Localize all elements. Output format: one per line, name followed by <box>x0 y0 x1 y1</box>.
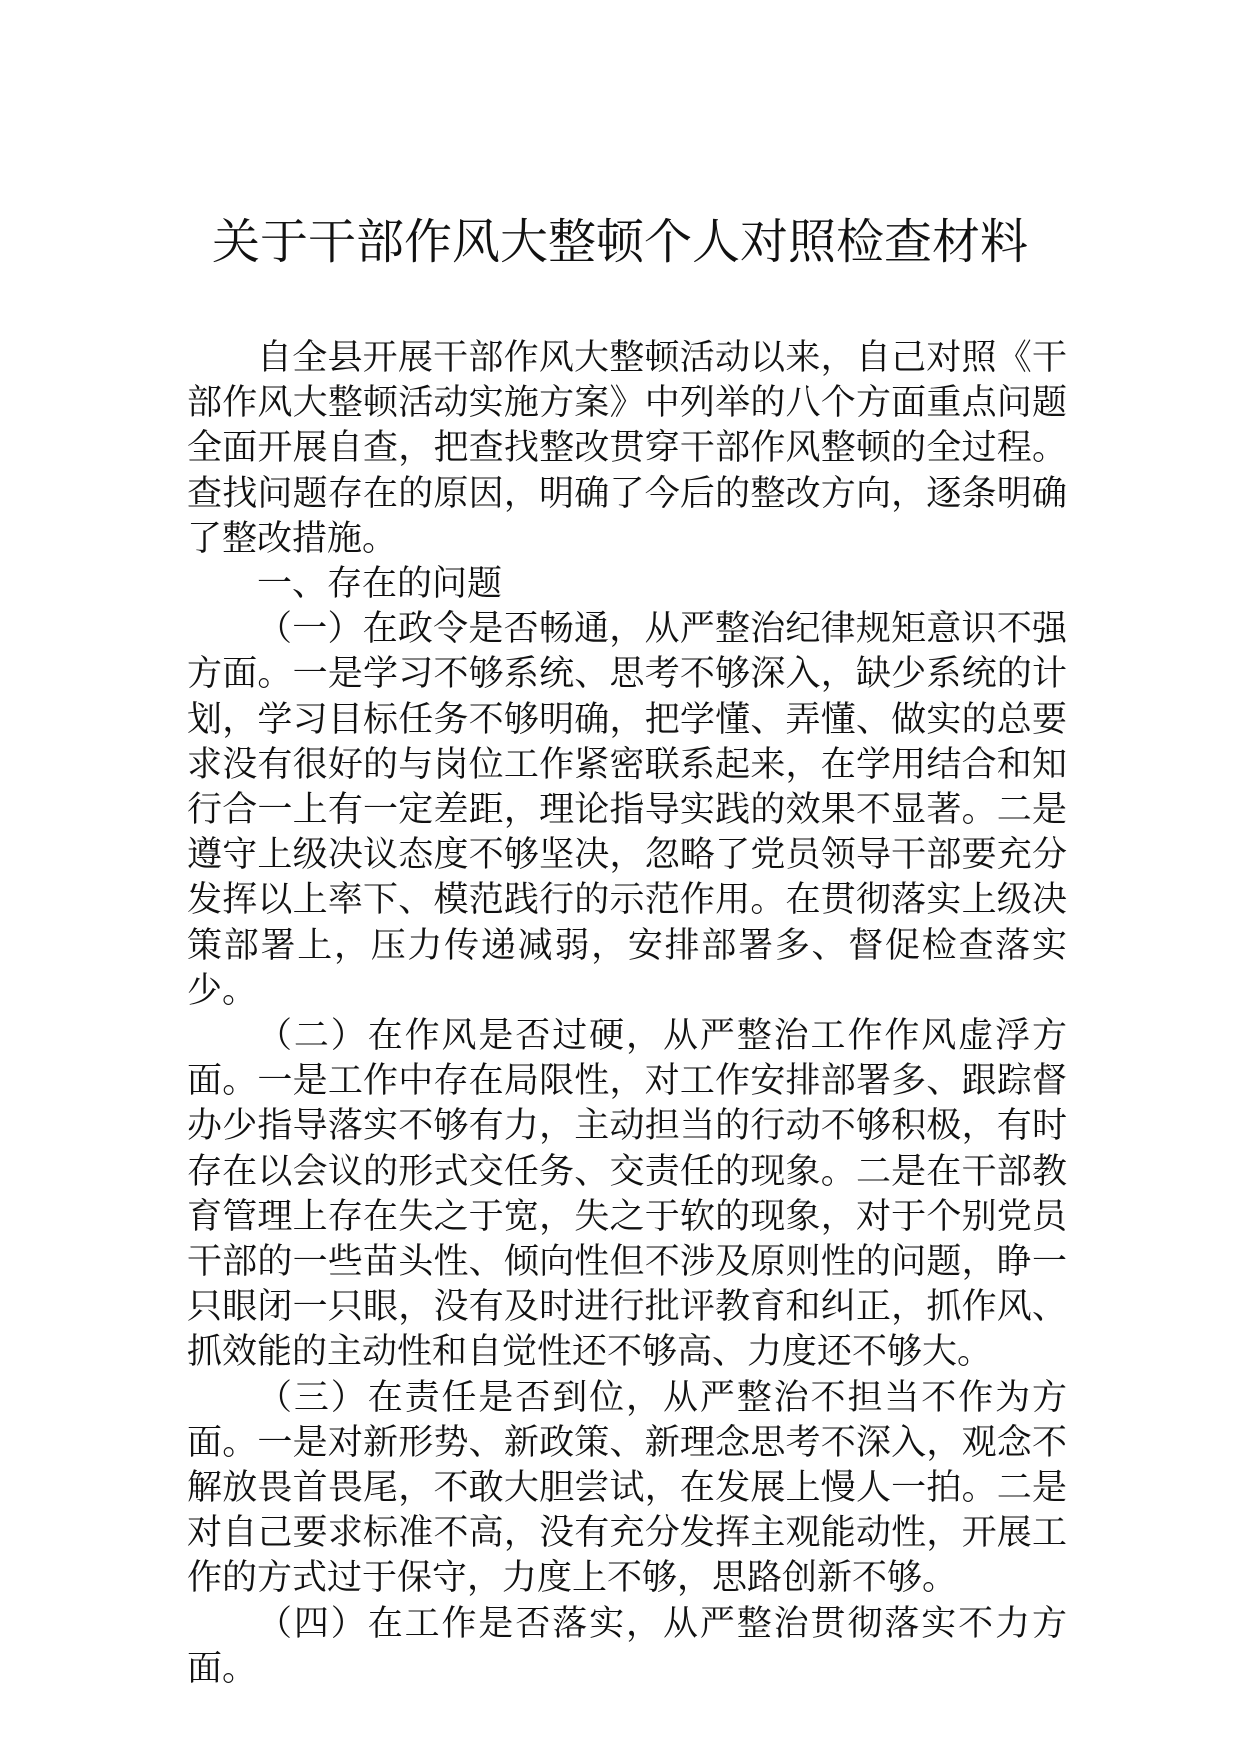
intro-paragraph: 自全县开展干部作风大整顿活动以来，自己对照《干部作风大整顿活动实施方案》中列举的八个方面重点问题全面开展自查，把查找整改贯穿干部作风整顿的全过程。查找问题存在的原因，明确了今后的整改方向，逐条明确了整改措施。 <box>187 338 1067 559</box>
paragraph-item-4: （四）在工作是否落实，从严整治贯彻落实不力方面。 <box>187 1603 1067 1689</box>
document-title: 关于干部作风大整顿个人对照检查材料 <box>211 214 1028 270</box>
paragraph-item-3: （三）在责任是否到位，从严整治不担当不作为方面。一是对新形势、新政策、新理念思考不深入，观念不解放畏首畏尾，不敢大胆尝试，在发展上慢人一拍。二是对自己要求标准不高，没有充分发挥主观能动性，开展工作的方式过于保守，力度上不够，思路创新不够。 <box>187 1377 1067 1599</box>
paragraph-item-1: （一）在政令是否畅通，从严整治纪律规矩意识不强方面。一是学习不够系统、思考不够深入，缺少系统的计划，学习目标任务不够明确，把学懂、弄懂、做实的总要求没有很好的与岗位工作紧密联系起来，在学用结合和知行合一上有一定差距，理论指导实践的效果不显著。二是遵守上级决议态度不够坚决，忽略了党员领导干部要充分发挥以上率下、模范践行的示范作用。在贯彻落实上级决策部署上，压力传递减弱，安排部署多、督促检查落实少。 <box>187 609 1067 1011</box>
paragraph-item-2: （二）在作风是否过硬，从严整治工作作风虚浮方面。一是工作中存在局限性，对工作安排部署多、跟踪督办少指导落实不够有力，主动担当的行动不够积极，有时存在以会议的形式交任务、交责任的现象。二是在干部教育管理上存在失之于宽，失之于软的现象，对于个别党员干部的一些苗头性、倾向性但不涉及原则性的问题，睁一只眼闭一只眼，没有及时进行批评教育和纠正，抓作风、抓效能的主动性和自觉性还不够高、力度还不够大。 <box>187 1016 1067 1373</box>
document-body <box>187 336 1067 1692</box>
section-heading-problems: 一、存在的问题 <box>257 564 503 605</box>
